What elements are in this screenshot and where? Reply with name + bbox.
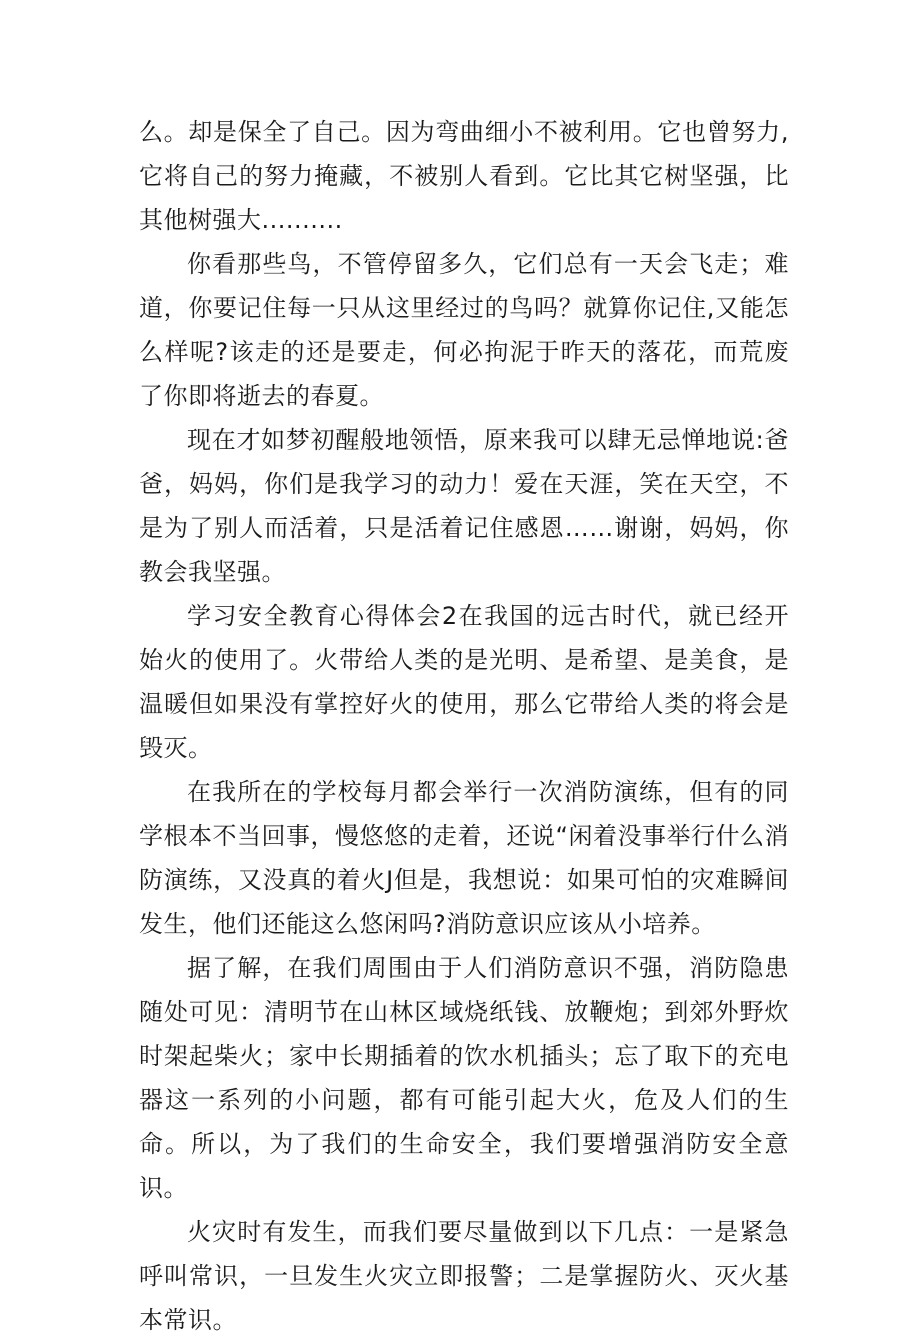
paragraph-5: 在我所在的学校每月都会举行一次消防演练，但有的同学根本不当回事，慢悠悠的走着，还说“闲着没事举行什么消防演练，又没真的着火J但是，我想说：如果可怕的灾难瞬间发生，他们还能这么悠闲吗?消防意识应该从小培养。: [139, 778, 789, 938]
paragraph-7: 火灾时有发生，而我们要尽量做到以下几点：一是紧急呼叫常识，一旦发生火灾立即报警；二是掌握防火、灭火基本常识。: [139, 1218, 789, 1334]
paragraph-2: 你看那些鸟，不管停留多久，它们总有一天会飞走；难道，你要记住每一只从这里经过的鸟吗？就算你记住,又能怎么样呢?该走的还是要走，何必拘泥于昨天的落花，而荒废了你即将逝去的春夏。: [139, 250, 789, 410]
paragraph-4: 学习安全教育心得体会2在我国的远古时代，就已经开始火的使用了。火带给人类的是光明、是希望、是美食，是温暖但如果没有掌控好火的使用，那么它带给人类的将会是毁灭。: [139, 602, 789, 762]
document-body: [139, 110, 789, 1342]
paragraph-1: 么。却是保全了自己。因为弯曲细小不被利用。它也曾努力,它将自己的努力掩藏，不被别人看到。它比其它树坚强，比其他树强大..........: [139, 118, 789, 234]
paragraph-3: 现在才如梦初醒般地领悟，原来我可以肆无忌惮地说:爸爸，妈妈，你们是我学习的动力！爱在天涯，笑在天空，不是为了别人而活着，只是活着记住感恩……谢谢，妈妈，你教会我坚强。: [139, 426, 789, 586]
paragraph-6: 据了解，在我们周围由于人们消防意识不强，消防隐患随处可见：清明节在山林区域烧纸钱、放鞭炮；到郊外野炊时架起柴火；家中长期插着的饮水机插头；忘了取下的充电器这一系列的小问题，都有可能引起大火，危及人们的生命。所以，为了我们的生命安全，我们要增强消防安全意识。: [139, 954, 789, 1202]
